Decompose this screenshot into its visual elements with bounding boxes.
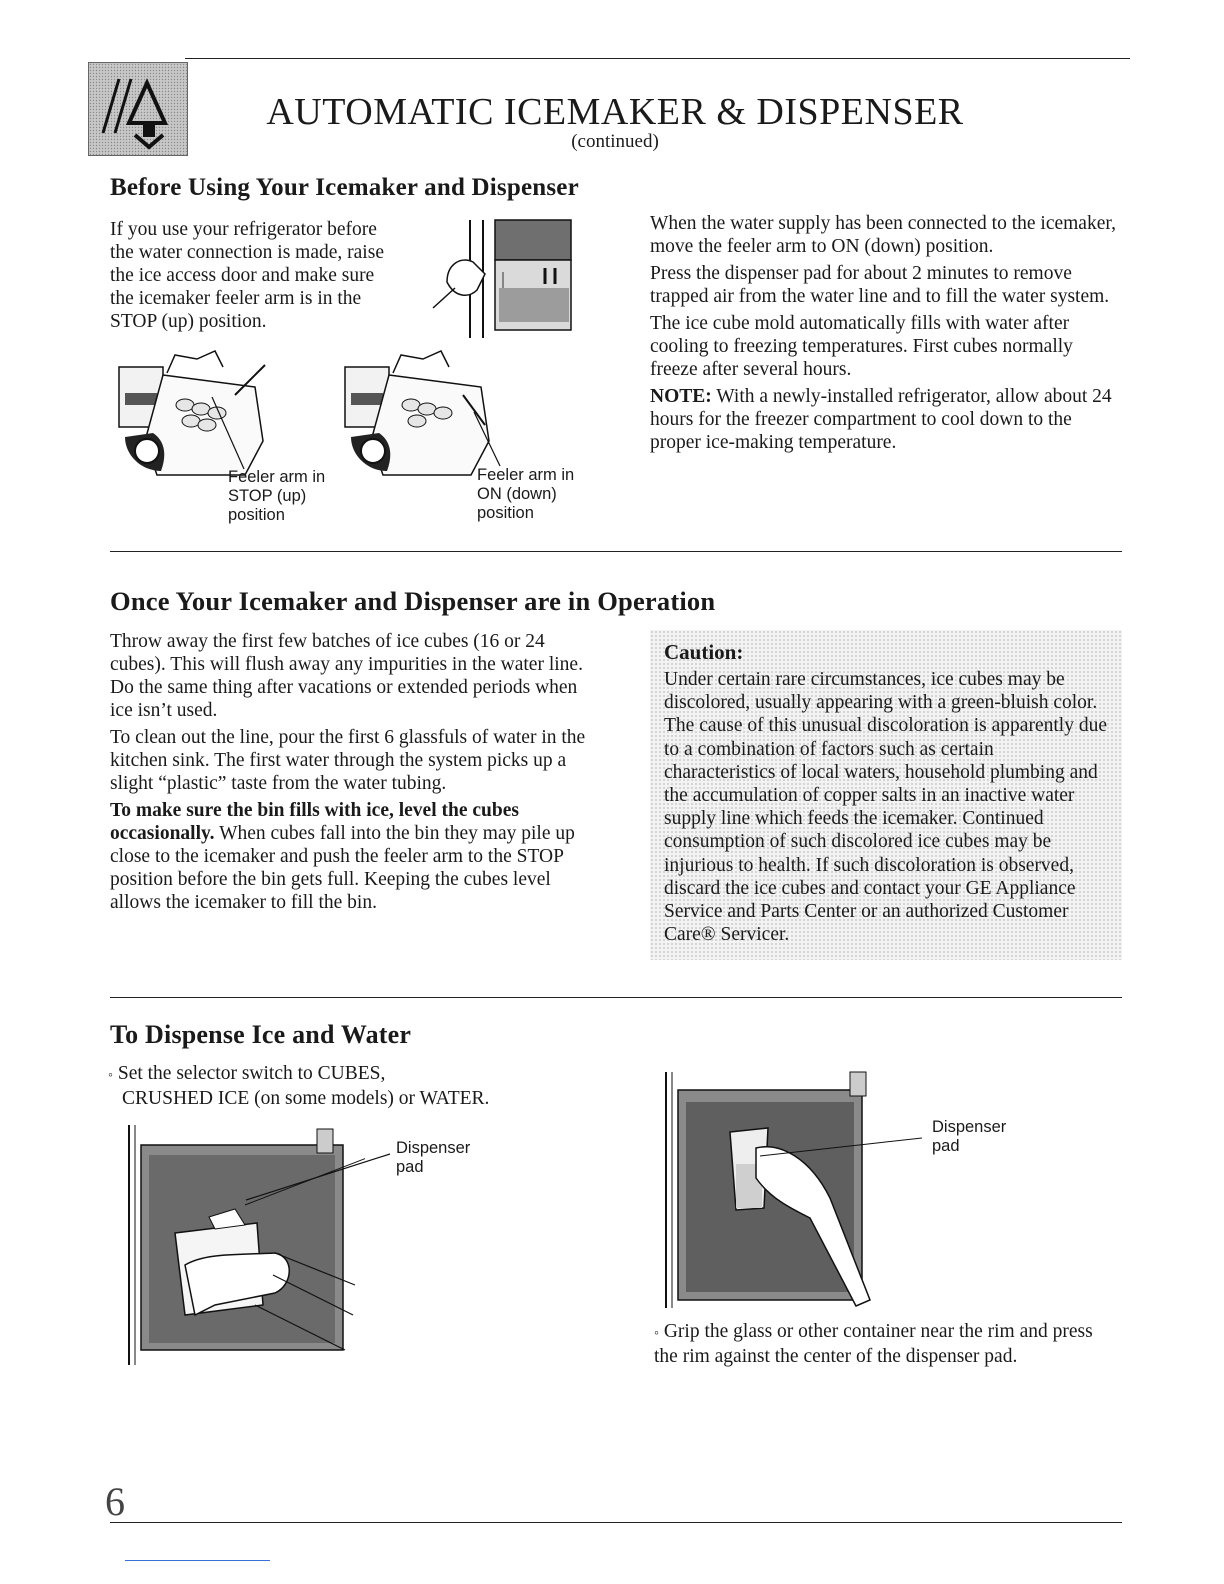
note-label: NOTE: (650, 386, 712, 407)
label-line: pad (396, 1158, 424, 1176)
intro-line: the icemaker feeler arm is in the (110, 288, 362, 309)
label-line: Feeler arm in (228, 468, 326, 486)
paragraph: Press the dispenser pad for about 2 minutes to remove trapped air from the water line and to fill the water system. (650, 263, 1110, 307)
intro-line: the ice access door and make sure (110, 265, 375, 286)
paragraph: To clean out the line, pour the first 6 glassfuls of water in the kitchen sink. The first water through the system picks up a slight “plastic” taste from the water tubing. (110, 727, 586, 794)
section-heading-in-operation: Once Your Icemaker and Dispenser are in Operation (110, 586, 716, 616)
section-heading-dispense: To Dispense Ice and Water (110, 1020, 412, 1049)
footer-rule (110, 1522, 1122, 1523)
bullet-line: CRUSHED ICE (on some models) or WATER. (122, 1088, 490, 1109)
figure-label-dispenser-right (932, 1118, 1006, 1156)
before-using-right-column (650, 212, 1122, 458)
intro-line: STOP (up) position. (110, 311, 267, 332)
caution-box (650, 630, 1122, 960)
label-line: STOP (up) (228, 487, 307, 505)
paragraph (110, 799, 590, 914)
bold-lead: To make sure the bin fills with ice, level the cubes occasionally. (110, 800, 519, 844)
intro-line: the water connection is made, raise (110, 242, 384, 263)
bullet-text: Grip the glass or other container near the rim and press the rim against the center of the dispenser pad. (654, 1321, 1093, 1367)
note-text: With a newly-installed refrigerator, allow about 24 hours for the freezer compartment to cool down to the proper ice-making temperature. (650, 386, 1112, 453)
bullet-text: Set the selector switch to CUBES, (117, 1063, 386, 1084)
figure-label-stop (228, 468, 325, 525)
ice-door-illustration (425, 212, 585, 340)
feeler-arm-leader-on (470, 410, 510, 470)
bullet-marker: ◦ (108, 1068, 113, 1083)
paragraph: The ice cube mold automatically fills with water after cooling to freezing temperatures. First cubes normally freeze after several hours. (650, 313, 1073, 380)
label-line: Dispenser (396, 1139, 471, 1157)
page-subtitle: (continued) (571, 131, 659, 152)
caution-text: Under certain rare circumstances, ice cubes may be discolored, usually appearing with a green-bluish color. The cause of this unusual discoloration is apparently due to a combination of factors such as certain characteristics of local waters, household plumbing and the accumulation of copper salts in an inactive water supply line which feeds the icemaker. Continued consumption of such discolored ice cubes may be injurious to health. If such discoloration is observed, discard the ice cubes and contact your GE Appliance Service and Parts Center or an authorized Customer Care® Servicer. (664, 669, 1107, 946)
bullet-line (108, 1062, 608, 1087)
label-line: position (477, 504, 534, 522)
paragraph-rest: When cubes fall into the bin they may pile up close to the icemaker and push the feeler arm to the STOP position before the bin gets full. Keeping the cubes level allows the icemaker to fill the bin. (110, 823, 575, 913)
note-paragraph (650, 385, 1122, 454)
label-line: Dispenser (932, 1118, 1007, 1136)
label-line: ON (down) (477, 485, 557, 503)
figure-label-on (477, 466, 574, 523)
dispenser-water-illustration (660, 1068, 930, 1318)
dispense-bullet-1 (108, 1062, 608, 1110)
bottom-accent-line (125, 1560, 270, 1561)
dispenser-pad-leader-left (240, 1150, 400, 1210)
in-operation-left-column (110, 630, 590, 918)
page-number: 6 (105, 1479, 125, 1524)
dispense-bullet-2 (654, 1320, 1114, 1368)
paragraph: When the water supply has been connected to the icemaker, move the feeler arm to ON (down) position. (650, 213, 1116, 257)
bullet-marker: ◦ (654, 1326, 659, 1341)
label-line: pad (932, 1137, 960, 1155)
top-rule (185, 58, 1130, 59)
label-line: position (228, 506, 285, 524)
ge-monogram-icon (88, 62, 188, 156)
page-title: AUTOMATIC ICEMAKER & DISPENSER (266, 91, 964, 133)
section-divider-1 (110, 551, 1122, 552)
label-line: Feeler arm in (477, 466, 575, 484)
section-heading-before-using: Before Using Your Icemaker and Dispenser (110, 174, 579, 201)
section-divider-2 (110, 997, 1122, 998)
intro-line: If you use your refrigerator before (110, 219, 377, 240)
before-using-intro (110, 218, 440, 333)
feeler-arm-leader-stop (210, 395, 250, 475)
caution-title: Caution: (664, 640, 744, 664)
figure-label-dispenser-left (396, 1139, 470, 1177)
paragraph: Throw away the first few batches of ice cubes (16 or 24 cubes). This will flush away any impurities in the water line. Do the same thing after vacations or extended periods when ice isn’t used. (110, 631, 583, 721)
